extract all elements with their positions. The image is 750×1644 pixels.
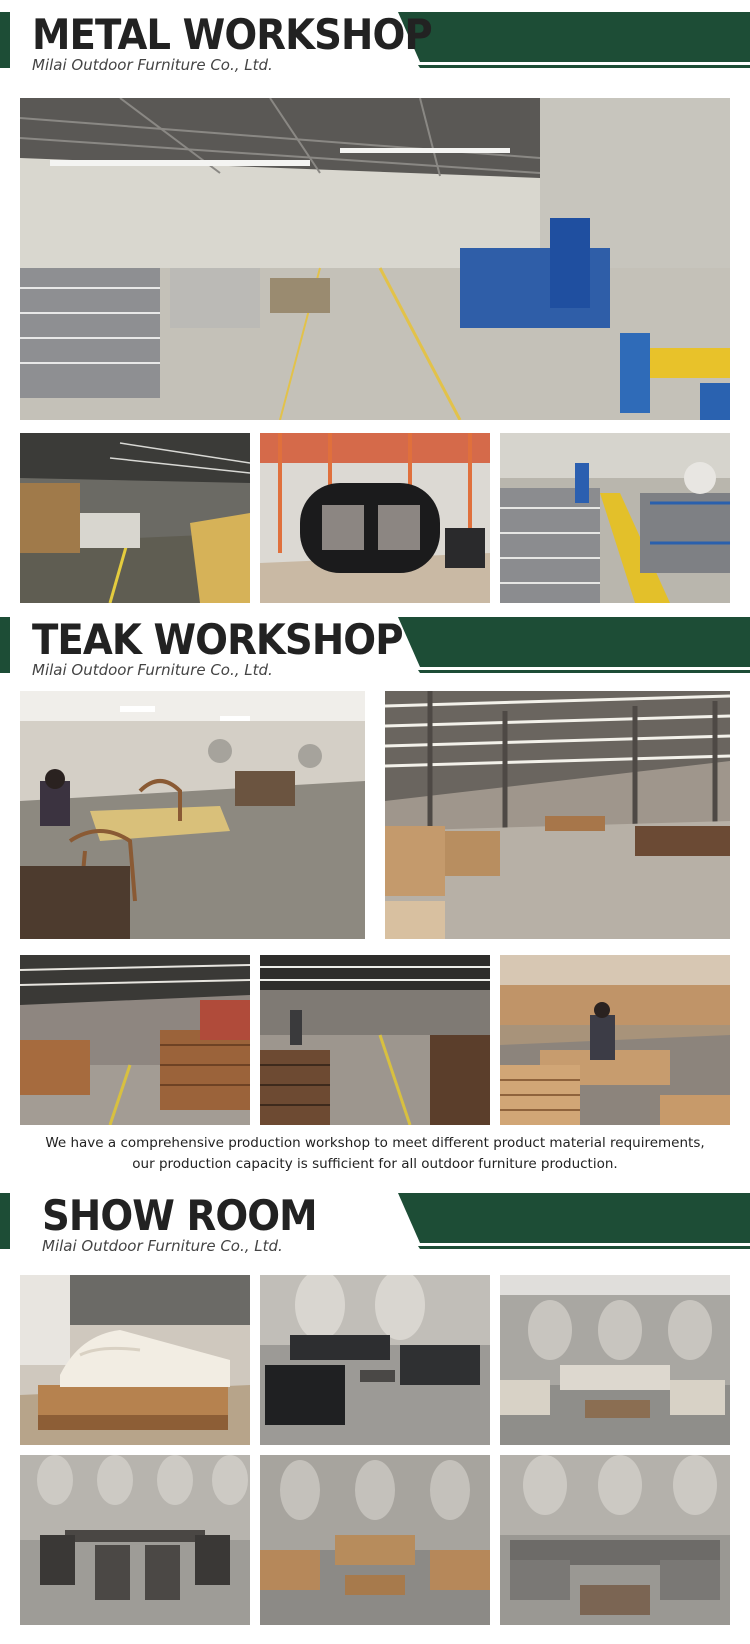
showroom-photo-3 — [500, 1275, 730, 1445]
teak-workshop-photo-1 — [20, 691, 365, 939]
teak-workshop-photo-5 — [500, 955, 730, 1125]
teak-workshop-photo-3 — [20, 955, 250, 1125]
teak-workshop-header — [0, 617, 750, 687]
section-subtitle: Milai Outdoor Furniture Co., Ltd. — [42, 1237, 283, 1255]
metal-workshop-header — [0, 12, 750, 82]
metal-workshop-photo-1 — [20, 433, 250, 603]
section-subtitle: Milai Outdoor Furniture Co., Ltd. — [32, 661, 273, 679]
section-subtitle: Milai Outdoor Furniture Co., Ltd. — [32, 56, 273, 74]
showroom-photo-1 — [20, 1275, 250, 1445]
showroom-photo-2 — [260, 1275, 490, 1445]
production-caption — [0, 1133, 750, 1175]
showroom-photo-5 — [260, 1455, 490, 1625]
metal-workshop-main-photo — [20, 98, 730, 420]
teak-workshop-photo-2 — [385, 691, 730, 939]
metal-workshop-photo-2 — [260, 433, 490, 603]
section-title: SHOW ROOM — [42, 1191, 317, 1240]
showroom-header — [0, 1193, 750, 1263]
section-title: METAL WORKSHOP — [32, 10, 432, 59]
metal-workshop-photo-3 — [500, 433, 730, 603]
caption-line-1: We have a comprehensive production workshop to meet different product material requirements, — [45, 1135, 705, 1151]
showroom-photo-6 — [500, 1455, 730, 1625]
showroom-photo-4 — [20, 1455, 250, 1625]
section-title: TEAK WORKSHOP — [32, 615, 403, 664]
caption-line-2: our production capacity is sufficient for all outdoor furniture production. — [132, 1156, 618, 1172]
teak-workshop-photo-4 — [260, 955, 490, 1125]
